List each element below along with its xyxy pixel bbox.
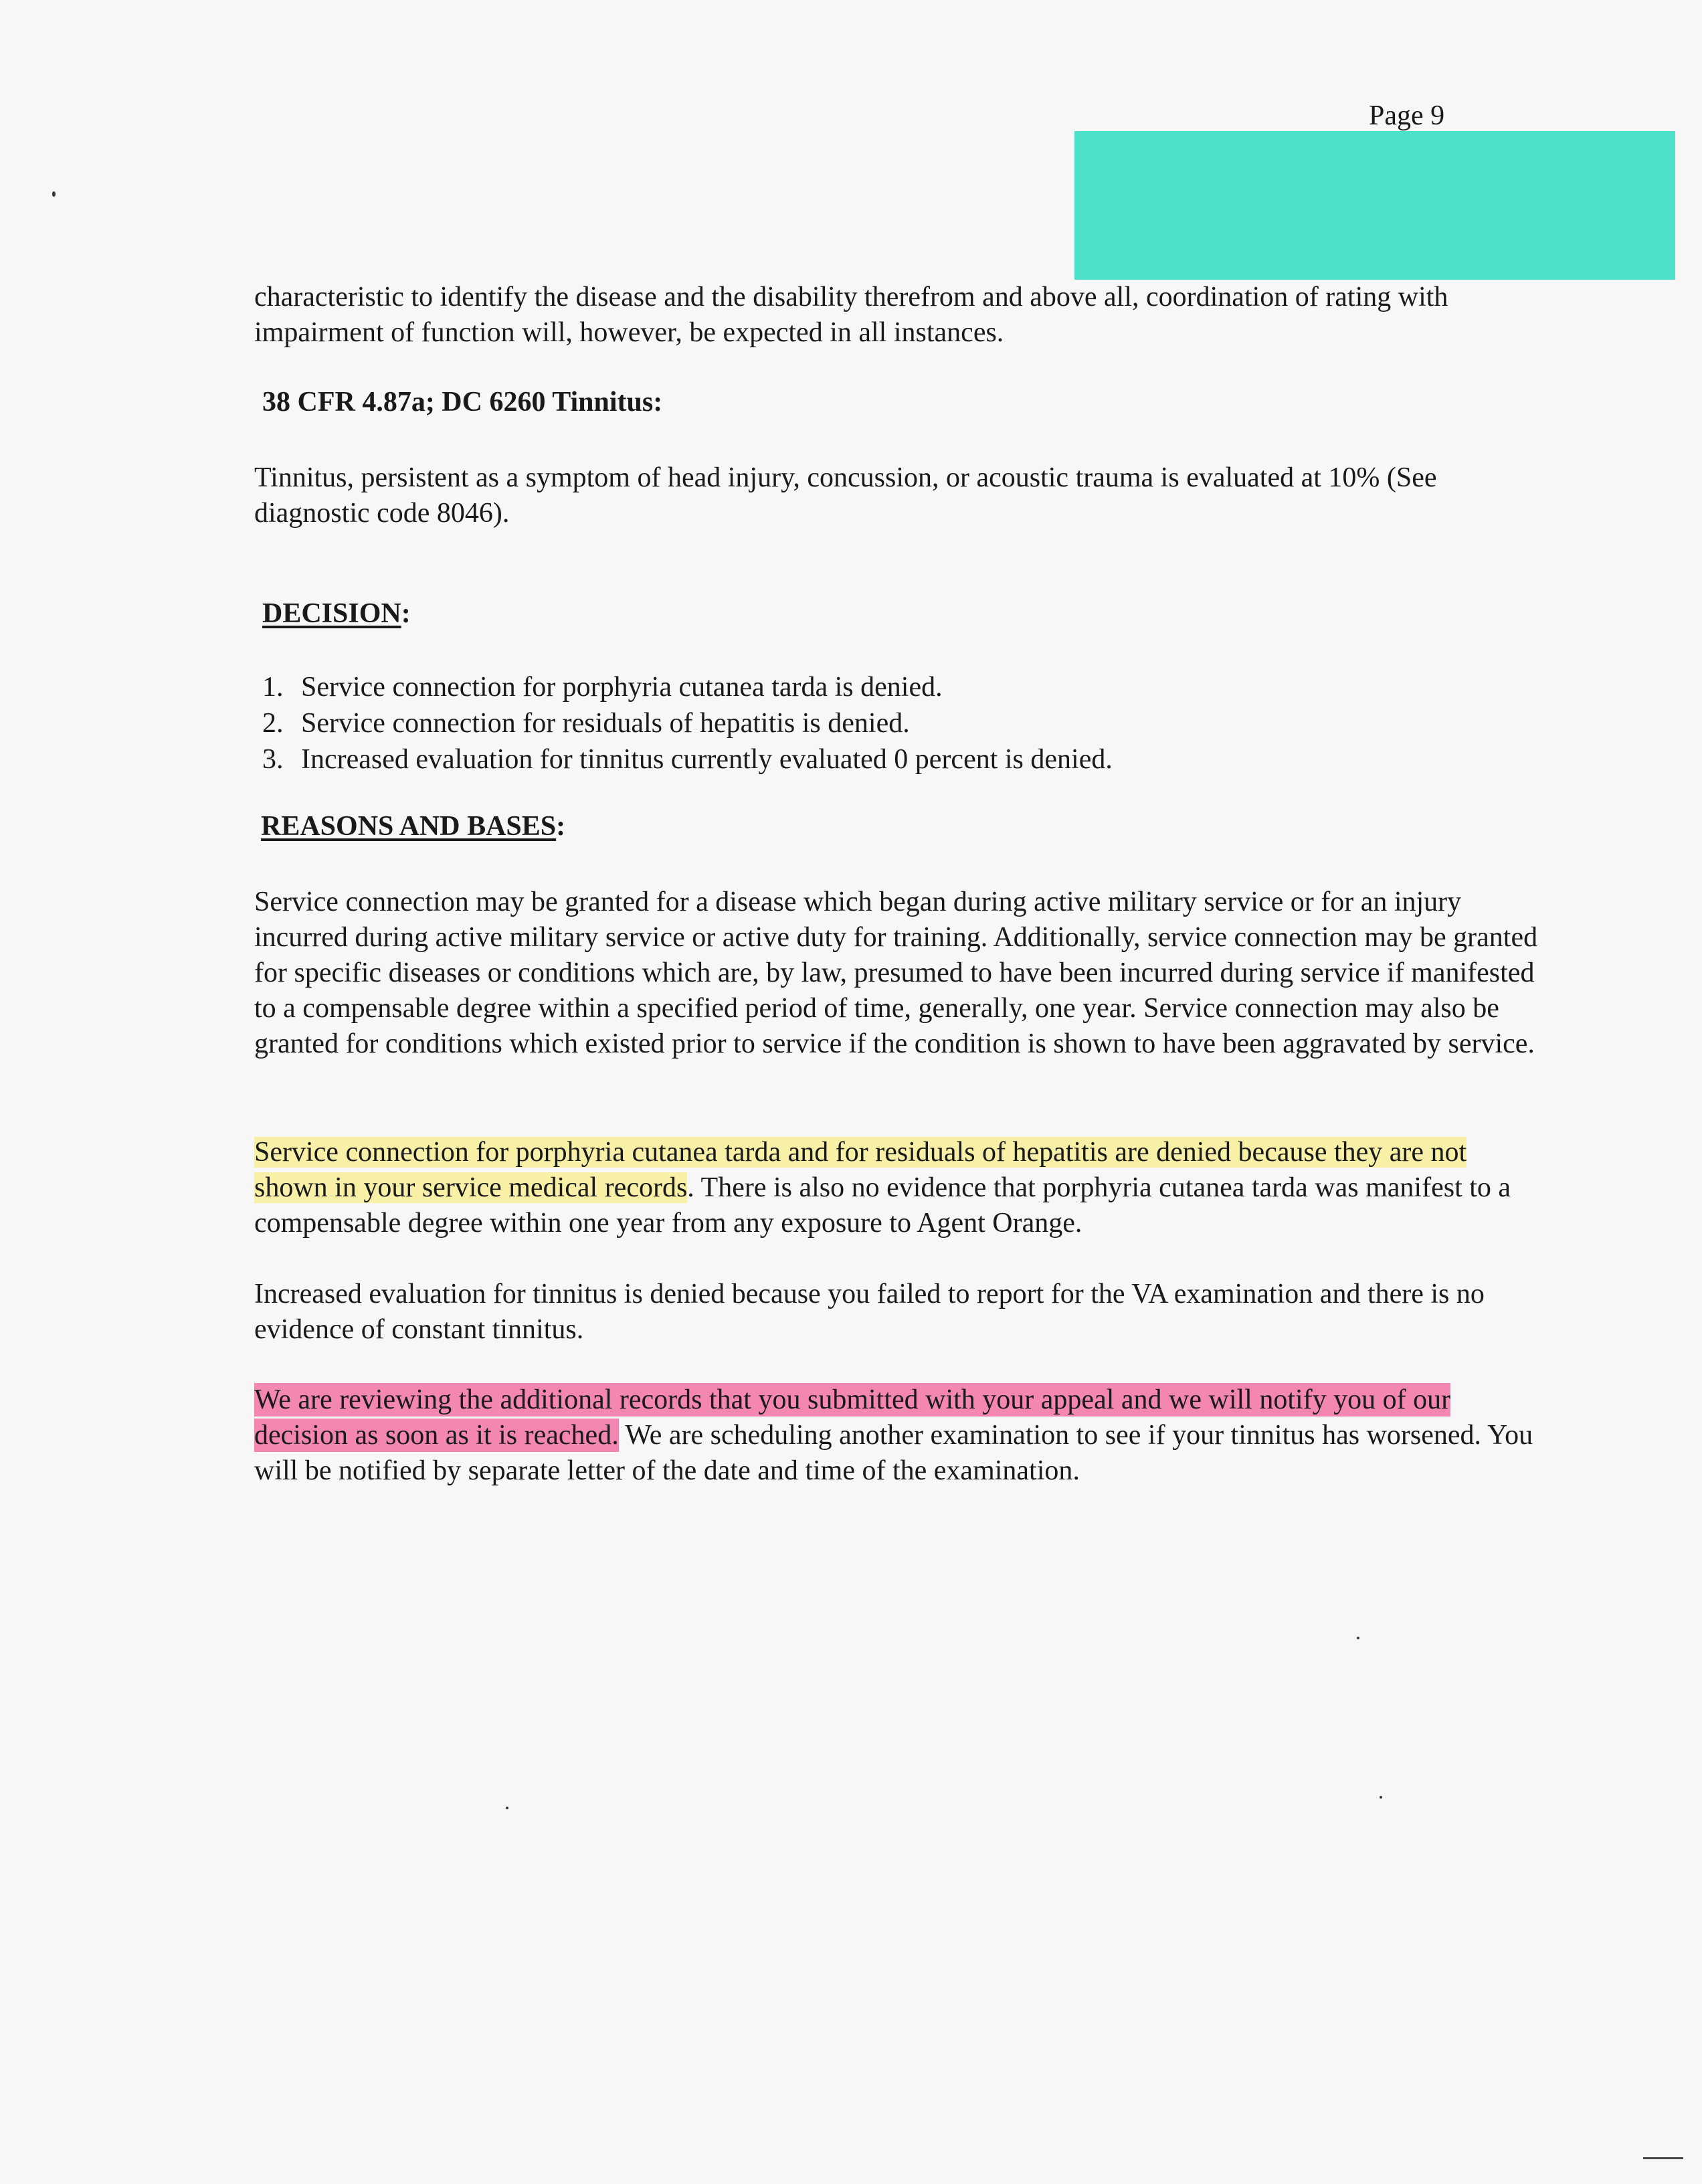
regulation-heading: 38 CFR 4.87a; DC 6260 Tinnitus: [262,387,663,418]
list-item [262,669,1113,705]
decision-heading-colon: : [401,598,411,629]
redaction-block [1074,131,1675,280]
scan-speck [52,191,56,197]
decision-list [262,669,1113,778]
scan-speck [1380,1796,1382,1799]
scan-speck [506,1807,508,1809]
list-item [262,741,1113,778]
intro-paragraph: characteristic to identify the disease and the disability therefrom and above all, coordination of rating with impairment of function will, however, be expected in all instances. [254,282,1448,348]
yellow-highlight: Service connection for porphyria cutanea tarda and for residuals of hepatitis are denied because they are not shown in your service medical records [254,1137,1467,1203]
page-number: Page 9 [1369,100,1445,131]
reasons-paragraph-3: Increased evaluation for tinnitus is denied because you failed to report for the VA examination and there is no evidence of constant tinnitus. [254,1279,1485,1345]
list-item-number: 3. [262,744,284,775]
decision-heading-text: DECISION [262,598,401,629]
pink-highlight: We are reviewing the additional records that you submitted with your appeal and we will notify you of our decision as soon as it is reached. [254,1384,1451,1451]
list-item-text: Service connection for porphyria cutanea tarda is denied. [301,672,943,703]
list-item-number: 1. [262,672,284,703]
reasons-paragraph-4-rest: We are scheduling another examination to see if your tinnitus has worsened. You will be notified by separate letter of the date and time of the examination. [254,1420,1533,1486]
scan-speck [1357,1637,1359,1639]
list-item-text: Service connection for residuals of hepatitis is denied. [301,708,910,739]
list-item [262,705,1113,741]
reasons-heading [261,812,565,840]
reasons-heading-colon: : [556,811,566,842]
reasons-paragraph-2-rest: . There is also no evidence that porphyria cutanea tarda was manifest to a compensable degree within one year from any exposure to Agent Orange. [254,1172,1511,1239]
reasons-paragraph-4 [254,1382,1545,1489]
edge-mark [1643,2157,1683,2159]
reasons-paragraph-2 [254,1135,1545,1241]
regulation-text: Tinnitus, persistent as a symptom of head injury, concussion, or acoustic trauma is evaluated at 10% (See diagnostic code 8046). [254,462,1437,529]
reasons-heading-text: REASONS AND BASES [261,811,557,842]
list-item-text: Increased evaluation for tinnitus currently evaluated 0 percent is denied. [301,744,1113,775]
reasons-paragraph-1: Service connection may be granted for a disease which began during active military service or for an injury incurred during active military service or active duty for training. Additionally, service connection may be granted for specific diseases or conditions which are, by law, presumed to have been incurred during service if manifested to a compensable degree within a specified period of time, generally, one year. Service connection may also be granted for conditions which existed prior to service if the condition is shown to have been aggravated by service. [254,887,1538,1059]
decision-heading [262,600,411,628]
list-item-number: 2. [262,708,284,739]
